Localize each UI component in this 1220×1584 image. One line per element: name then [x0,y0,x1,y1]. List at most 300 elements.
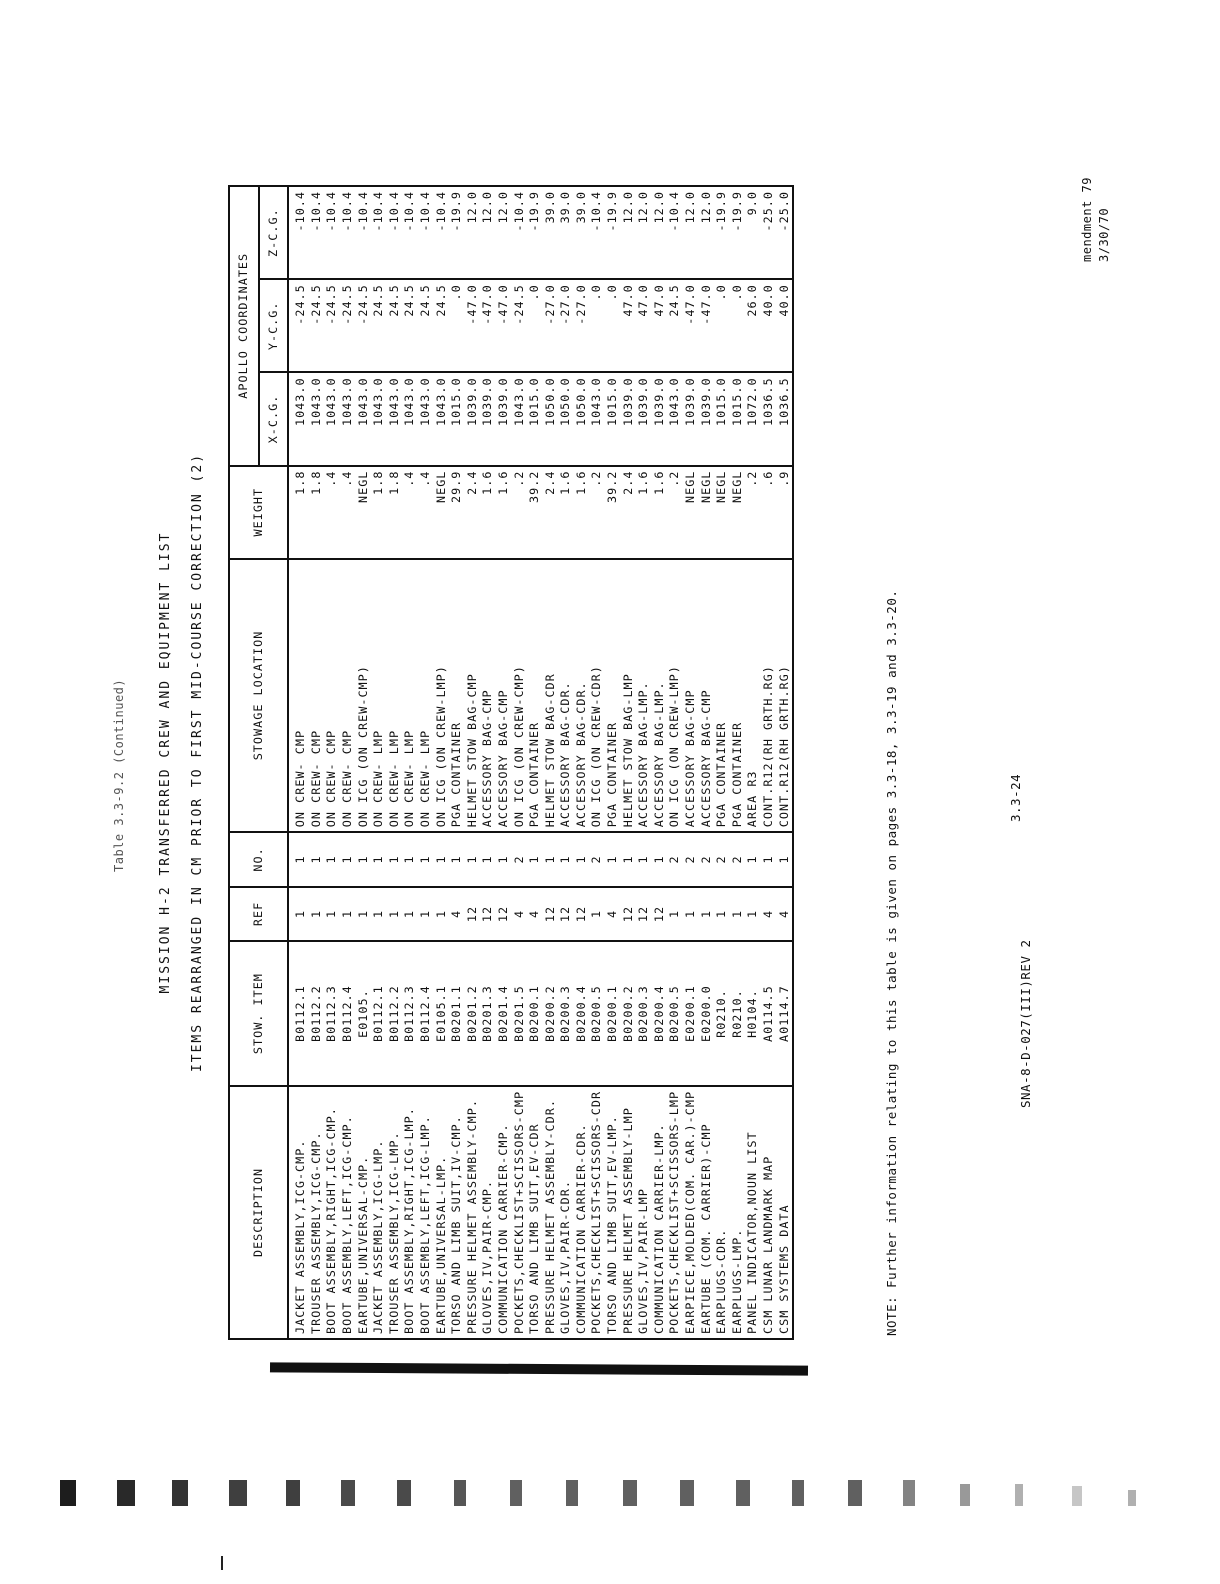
col-stow-item: STOW. ITEM [229,941,288,1086]
cell-weight: .4 [324,466,340,559]
cell-stowage-location: ON ICG (ON CREW-CMP) [356,559,372,832]
cell-description: EARPLUGS-LMP. [730,1086,746,1339]
cell-y-cg: -24.5 [340,279,356,372]
cell-y-cg: .0 [589,279,605,372]
cell-description: EARTUBE (COM. CARRIER)-CMP [699,1086,715,1339]
cell-stowage-location: AREA R3 [745,559,761,832]
edge-mark [903,1480,915,1506]
cell-x-cg: 1015.0 [449,372,465,465]
cell-description: COMMUNICATION CARRIER-LMP. [652,1086,668,1339]
cell-y-cg: .0 [449,279,465,372]
cell-z-cg: -10.4 [371,186,387,279]
cell-stow-item: B0200.5 [667,941,683,1086]
cell-y-cg: -27.0 [543,279,559,372]
cell-description: BOOT ASSEMBLY,RIGHT,ICG-CMP. [324,1086,340,1339]
cell-stow-item: B0200.1 [527,941,543,1086]
cell-stowage-location: ON CREW- CMP [309,559,325,832]
cell-x-cg: 1015.0 [730,372,746,465]
cell-ref: 1 [402,887,418,942]
apollo-coordinates-header: APOLLO COORDINATES [229,186,259,466]
cell-description: JACKET ASSEMBLY,ICG-LMP. [371,1086,387,1339]
cell-weight: 2.4 [621,466,637,559]
table-row [434,186,450,1339]
edge-mark [341,1480,355,1506]
cell-stowage-location: ACCESSORY BAG-CDR. [574,559,590,832]
cell-no: 1 [418,832,434,887]
cell-stowage-location: ON CREW- CMP [324,559,340,832]
cell-y-cg: -47.0 [480,279,496,372]
table-row [636,186,652,1339]
cell-stowage-location: PGA CONTAINER [730,559,746,832]
table-row [589,186,605,1339]
cell-stowage-location: ACCESSORY BAG-CMP [683,559,699,832]
cell-stowage-location: ON CREW- LMP [418,559,434,832]
cell-description: COMMUNICATION CARRIER-CDR. [574,1086,590,1339]
cell-stow-item: R0210. [714,941,730,1086]
cell-x-cg: 1036.5 [761,372,777,465]
cell-z-cg: 12.0 [699,186,715,279]
cell-stow-item: B0200.1 [605,941,621,1086]
cell-ref: 1 [324,887,340,942]
margin-tick [221,1556,223,1570]
cell-ref: 12 [558,887,574,942]
cell-stowage-location: ON ICG (ON CREW-LMP) [667,559,683,832]
table-row [777,186,794,1339]
cell-stowage-location: CONT.R12(RH GRTH.RG) [777,559,794,832]
cell-no: 1 [465,832,481,887]
cell-stow-item: B0200.3 [558,941,574,1086]
cell-description: EARPLUGS-CDR. [714,1086,730,1339]
cell-description: POCKETS,CHECKLIST+SCISSORS-LMP [667,1086,683,1339]
cell-stow-item: B0200.4 [652,941,668,1086]
cell-weight: 1.6 [574,466,590,559]
cell-stow-item: B0112.4 [418,941,434,1086]
cell-z-cg: 12.0 [652,186,668,279]
cell-y-cg: -47.0 [496,279,512,372]
cell-z-cg: -10.4 [667,186,683,279]
cell-ref: 1 [667,887,683,942]
cell-description: CSM LUNAR LANDMARK MAP [761,1086,777,1339]
cell-weight: NEGL [683,466,699,559]
edge-mark [1128,1490,1136,1506]
cell-stow-item: B0112.1 [288,941,309,1086]
edge-mark [1015,1484,1023,1506]
table-row [558,186,574,1339]
cell-stowage-location: PGA CONTAINER [527,559,543,832]
table-row [512,186,528,1339]
cell-z-cg: -10.4 [309,186,325,279]
cell-description: EARTUBE,UNIVERSAL-CMP. [356,1086,372,1339]
cell-y-cg: -24.5 [288,279,309,372]
cell-x-cg: 1043.0 [667,372,683,465]
cell-x-cg: 1039.0 [636,372,652,465]
cell-stowage-location: ACCESSORY BAG-CMP [480,559,496,832]
cell-x-cg: 1043.0 [371,372,387,465]
cell-stow-item: B0200.2 [621,941,637,1086]
cell-stow-item: B0112.3 [324,941,340,1086]
cell-weight: NEGL [356,466,372,559]
table-row [714,186,730,1339]
table-row [402,186,418,1339]
amendment-date: 3/30/70 [1097,207,1111,262]
cell-z-cg: -10.4 [356,186,372,279]
edge-mark [510,1480,522,1506]
cell-y-cg: 24.5 [387,279,403,372]
cell-stow-item: A0114.5 [761,941,777,1086]
cell-z-cg: 12.0 [465,186,481,279]
cell-y-cg: .0 [714,279,730,372]
cell-no: 1 [636,832,652,887]
cell-y-cg: 26.0 [745,279,761,372]
cell-stow-item: B0112.1 [371,941,387,1086]
cell-y-cg: -47.0 [699,279,715,372]
cell-stow-item: H0104. [745,941,761,1086]
cell-stowage-location: ON ICG (ON CREW-CMP) [512,559,528,832]
table-row [621,186,637,1339]
cell-y-cg: 24.5 [371,279,387,372]
edge-mark [960,1484,970,1506]
cell-x-cg: 1039.0 [621,372,637,465]
col-weight: WEIGHT [229,466,288,559]
table-subtitle: ITEMS REARRANGED IN CM PRIOR TO FIRST MID-COURSE CORRECTION (2) [190,452,205,1073]
edge-mark [848,1480,862,1506]
cell-y-cg: -24.5 [512,279,528,372]
cell-z-cg: 9.0 [745,186,761,279]
cell-ref: 1 [340,887,356,942]
table-row [527,186,543,1339]
cell-x-cg: 1043.0 [340,372,356,465]
cell-weight: 29.9 [449,466,465,559]
cell-description: PANEL INDICATOR,NOUN LIST [745,1086,761,1339]
cell-ref: 12 [543,887,559,942]
cell-ref: 12 [636,887,652,942]
cell-stowage-location: ON ICG (ON CREW-CDR) [589,559,605,832]
cell-x-cg: 1043.0 [324,372,340,465]
cell-z-cg: 39.0 [574,186,590,279]
cell-z-cg: -10.4 [589,186,605,279]
cell-description: TROUSER ASSEMBLY,ICG-LMP. [387,1086,403,1339]
cell-y-cg: 47.0 [636,279,652,372]
cell-weight: 1.6 [480,466,496,559]
col-x-cg: X-C.G. [259,372,289,465]
cell-x-cg: 1039.0 [683,372,699,465]
table-row [288,186,309,1339]
amendment-label: mendment 79 [1080,177,1094,262]
cell-stow-item: B0200.3 [636,941,652,1086]
table-row [480,186,496,1339]
cell-ref: 1 [745,887,761,942]
cell-y-cg: .0 [527,279,543,372]
cell-y-cg: -24.5 [309,279,325,372]
cell-description: TORSO AND LIMB SUIT,EV-CDR [527,1086,543,1339]
cell-no: 2 [667,832,683,887]
cell-x-cg: 1043.0 [387,372,403,465]
cell-stowage-location: ON CREW- CMP [288,559,309,832]
cell-weight: NEGL [714,466,730,559]
col-ref: REF [229,887,288,942]
cell-ref: 1 [309,887,325,942]
cell-no: 2 [699,832,715,887]
cell-description: POCKETS,CHECKLIST+SCISSORS-CDR [589,1086,605,1339]
edge-mark [566,1480,578,1506]
cell-ref: 1 [418,887,434,942]
cell-x-cg: 1043.0 [512,372,528,465]
cell-no: 1 [371,832,387,887]
cell-stowage-location: ON CREW- LMP [387,559,403,832]
table-row [465,186,481,1339]
cell-stowage-location: ON CREW- CMP [340,559,356,832]
cell-stow-item: B0200.5 [589,941,605,1086]
cell-stow-item: E0200.0 [699,941,715,1086]
cell-weight: .4 [402,466,418,559]
cell-x-cg: 1043.0 [356,372,372,465]
cell-no: 1 [434,832,450,887]
cell-x-cg: 1050.0 [574,372,590,465]
cell-stow-item: E0105.1 [434,941,450,1086]
cell-no: 2 [714,832,730,887]
cell-description: BOOT ASSEMBLY,RIGHT,ICG-LMP. [402,1086,418,1339]
cell-x-cg: 1043.0 [434,372,450,465]
cell-z-cg: -10.4 [387,186,403,279]
cell-description: GLOVES,IV,PAIR-CDR. [558,1086,574,1339]
cell-x-cg: 1050.0 [543,372,559,465]
edge-mark [736,1480,750,1506]
cell-no: 1 [387,832,403,887]
cell-weight: .2 [512,466,528,559]
cell-z-cg: -10.4 [512,186,528,279]
cell-y-cg: -27.0 [574,279,590,372]
edge-mark [397,1480,411,1506]
cell-z-cg: -25.0 [777,186,794,279]
cell-y-cg: 24.5 [418,279,434,372]
cell-stow-item: B0201.2 [465,941,481,1086]
cell-no: 2 [589,832,605,887]
table-row [309,186,325,1339]
cell-x-cg: 1015.0 [605,372,621,465]
cell-x-cg: 1039.0 [699,372,715,465]
edge-mark [792,1480,804,1506]
edge-mark [229,1480,247,1506]
cell-x-cg: 1015.0 [714,372,730,465]
cell-z-cg: -25.0 [761,186,777,279]
cell-x-cg: 1043.0 [418,372,434,465]
cell-stowage-location: ON ICG (ON CREW-LMP) [434,559,450,832]
cell-weight: 1.6 [636,466,652,559]
cell-ref: 4 [449,887,465,942]
table-caption: Table 3.3-9.2 (Continued) [112,678,126,872]
edge-mark [623,1480,637,1506]
cell-weight: 1.8 [371,466,387,559]
cell-ref: 1 [387,887,403,942]
cell-stowage-location: PGA CONTAINER [449,559,465,832]
cell-z-cg: -19.9 [527,186,543,279]
cell-stowage-location: HELMET STOW BAG-CDR [543,559,559,832]
cell-ref: 1 [288,887,309,942]
cell-stowage-location: ON CREW- LMP [371,559,387,832]
cell-z-cg: 12.0 [480,186,496,279]
cell-stow-item: B0201.4 [496,941,512,1086]
cell-y-cg: 47.0 [621,279,637,372]
cell-description: GLOVES,IV,PAIR-CMP. [480,1086,496,1339]
cell-z-cg: -10.4 [324,186,340,279]
cell-ref: 12 [652,887,668,942]
cell-stowage-location: CONT.R12(RH GRTH.RG) [761,559,777,832]
table-title: MISSION H-2 TRANSFERRED CREW AND EQUIPMENT LIST [158,531,173,994]
cell-weight: 1.8 [387,466,403,559]
cell-ref: 1 [589,887,605,942]
cell-stow-item: B0112.2 [387,941,403,1086]
cell-description: EARPIECE,MOLDED(COM. CAR.)-CMP [683,1086,699,1339]
cell-stow-item: B0112.4 [340,941,356,1086]
cell-y-cg: 24.5 [434,279,450,372]
cell-x-cg: 1043.0 [309,372,325,465]
cell-stow-item: E0105. [356,941,372,1086]
cell-ref: 1 [699,887,715,942]
cell-description: GLOVES,IV,PAIR-LMP [636,1086,652,1339]
rotated-table-page [152,185,842,1340]
cell-stowage-location: HELMET STOW BAG-LMP [621,559,637,832]
col-description: DESCRIPTION [229,1086,288,1339]
cell-z-cg: 12.0 [636,186,652,279]
equipment-table [228,185,794,1340]
cell-y-cg: 40.0 [777,279,794,372]
cell-stowage-location: ACCESSORY BAG-CMP [699,559,715,832]
cell-ref: 12 [496,887,512,942]
table-row [387,186,403,1339]
cell-description: TORSO AND LIMB SUIT,EV-LMP. [605,1086,621,1339]
cell-stow-item: R0210. [730,941,746,1086]
cell-z-cg: -10.4 [340,186,356,279]
cell-no: 2 [512,832,528,887]
cell-y-cg: 40.0 [761,279,777,372]
cell-no: 1 [543,832,559,887]
cell-weight: 39.2 [527,466,543,559]
cell-no: 1 [574,832,590,887]
cell-x-cg: 1043.0 [288,372,309,465]
cell-x-cg: 1039.0 [652,372,668,465]
cell-x-cg: 1039.0 [465,372,481,465]
cell-weight: .4 [340,466,356,559]
cell-stowage-location: ACCESSORY BAG-CMP [496,559,512,832]
col-y-cg: Y-C.G. [259,279,289,372]
cell-weight: 1.6 [652,466,668,559]
cell-stow-item: B0200.4 [574,941,590,1086]
cell-x-cg: 1015.0 [527,372,543,465]
cell-stow-item: B0112.3 [402,941,418,1086]
table-row [543,186,559,1339]
cell-no: 1 [288,832,309,887]
cell-weight: .2 [667,466,683,559]
cell-no: 1 [324,832,340,887]
table-row [652,186,668,1339]
table-row [745,186,761,1339]
cell-weight: .2 [589,466,605,559]
cell-ref: 12 [465,887,481,942]
cell-no: 2 [730,832,746,887]
col-no: NO. [229,832,288,887]
cell-z-cg: -19.9 [714,186,730,279]
table-row [667,186,683,1339]
cell-stowage-location: PGA CONTAINER [605,559,621,832]
edge-mark [117,1480,135,1506]
cell-ref: 4 [527,887,543,942]
cell-description: TORSO AND LIMB SUIT,IV-CMP. [449,1086,465,1339]
cell-weight: 1.8 [288,466,309,559]
page-number: 3.3-24 [1008,773,1023,822]
edge-mark [172,1480,188,1506]
table-row [605,186,621,1339]
cell-weight: 1.6 [496,466,512,559]
cell-no: 2 [683,832,699,887]
cell-ref: 12 [621,887,637,942]
cell-y-cg: -47.0 [465,279,481,372]
cell-x-cg: 1036.5 [777,372,794,465]
cell-stow-item: E0200.1 [683,941,699,1086]
cell-ref: 1 [683,887,699,942]
cell-z-cg: -10.4 [434,186,450,279]
cell-no: 1 [605,832,621,887]
cell-weight: .6 [761,466,777,559]
cell-weight: .2 [745,466,761,559]
cell-stow-item: A0114.7 [777,941,794,1086]
table-row [730,186,746,1339]
cell-ref: 4 [512,887,528,942]
cell-description: EARTUBE,UNIVERSAL-LMP. [434,1086,450,1339]
cell-no: 1 [777,832,794,887]
cell-no: 1 [480,832,496,887]
cell-stowage-location: PGA CONTAINER [714,559,730,832]
cell-description: JACKET ASSEMBLY,ICG-CMP. [288,1086,309,1339]
cell-y-cg: -47.0 [683,279,699,372]
cell-z-cg: -10.4 [418,186,434,279]
cell-y-cg: 24.5 [667,279,683,372]
cell-z-cg: 12.0 [496,186,512,279]
cell-z-cg: 39.0 [558,186,574,279]
cell-weight: 1.6 [558,466,574,559]
cell-z-cg: -19.9 [730,186,746,279]
footnote: NOTE: Further information relating to this table is given on pages 3.3-18, 3.3-19 and 3.3-20. [884,589,899,1336]
cell-y-cg: .0 [605,279,621,372]
cell-description: COMMUNICATION CARRIER-CMP. [496,1086,512,1339]
cell-description: PRESSURE HELMET ASSEMBLY-LMP [621,1086,637,1339]
cell-x-cg: 1050.0 [558,372,574,465]
cell-no: 1 [449,832,465,887]
cell-ref: 1 [730,887,746,942]
cell-weight: 39.2 [605,466,621,559]
cell-ref: 4 [761,887,777,942]
cell-y-cg: -27.0 [558,279,574,372]
cell-no: 1 [340,832,356,887]
table-row [340,186,356,1339]
cell-y-cg: -24.5 [324,279,340,372]
cell-stow-item: B0201.1 [449,941,465,1086]
edge-mark [680,1480,694,1506]
cell-weight: 2.4 [543,466,559,559]
cell-z-cg: 12.0 [621,186,637,279]
cell-no: 1 [527,832,543,887]
document-number: SNA-8-D-027(III)REV 2 [1018,939,1033,1108]
cell-no: 1 [496,832,512,887]
cell-stowage-location: HELMET STOW BAG-CMP [465,559,481,832]
col-stowage-location: STOWAGE LOCATION [229,559,288,832]
cell-y-cg: 47.0 [652,279,668,372]
cell-ref: 12 [574,887,590,942]
table-row [683,186,699,1339]
cell-no: 1 [761,832,777,887]
table-row [418,186,434,1339]
cell-stowage-location: ACCESSORY BAG-LMP. [636,559,652,832]
cell-z-cg: 12.0 [683,186,699,279]
